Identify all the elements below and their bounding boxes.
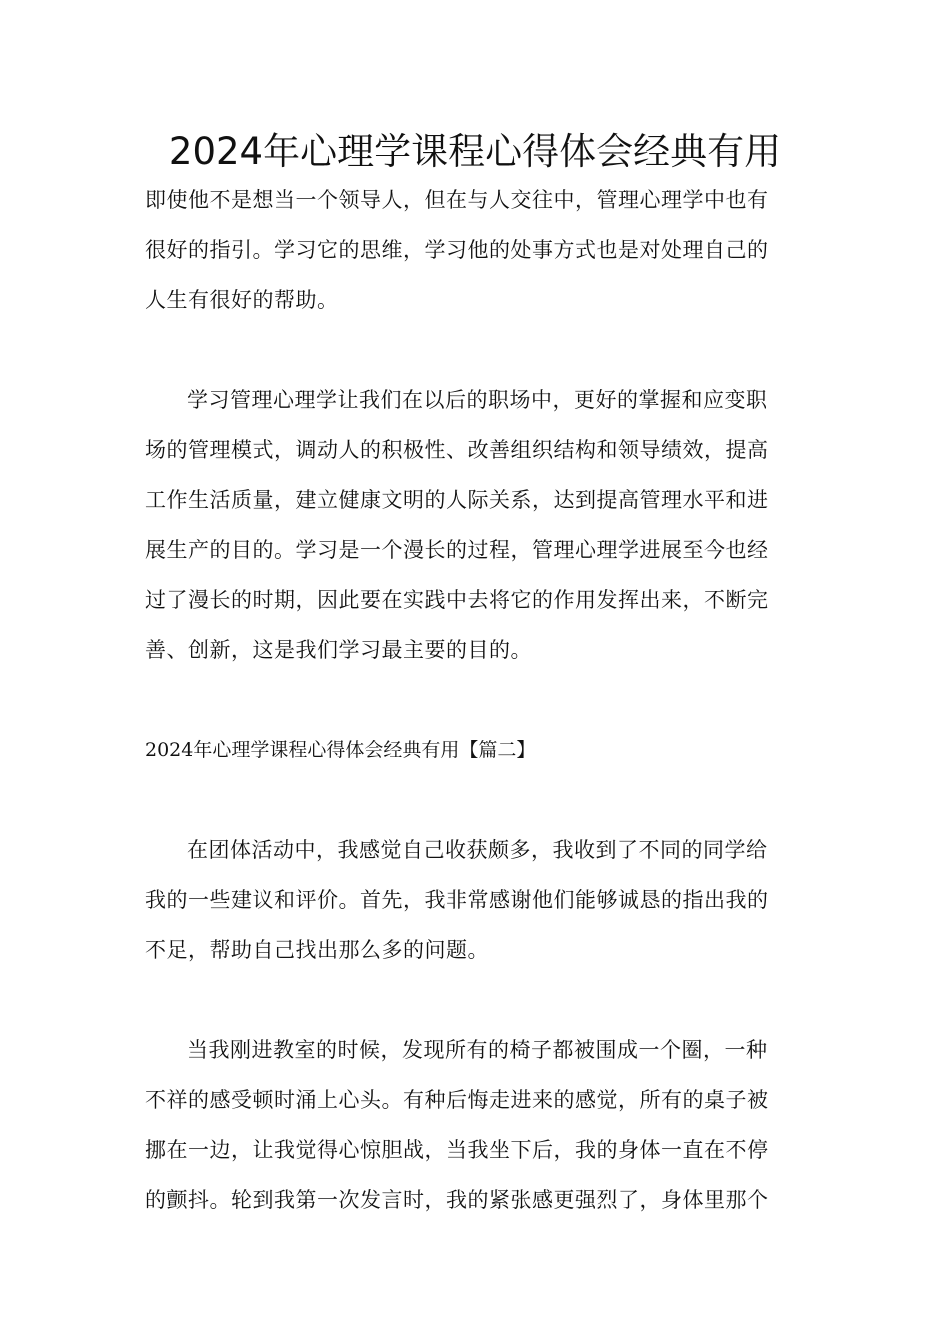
body-text-line: 不足，帮助自己找出那么多的问题。 <box>145 938 489 962</box>
body-text-line: 工作生活质量，建立健康文明的人际关系，达到提高管理水平和进 <box>145 488 769 512</box>
body-text-line: 人生有很好的帮助。 <box>145 288 339 312</box>
body-text-line: 学习管理心理学让我们在以后的职场中，更好的掌握和应变职 <box>187 388 768 412</box>
body-text-line: 不祥的感受顿时涌上心头。有种后悔走进来的感觉，所有的桌子被 <box>145 1088 769 1112</box>
body-text-line: 很好的指引。学习它的思维，学习他的处事方式也是对处理自己的 <box>145 238 769 262</box>
body-text-line: 即使他不是想当一个领导人，但在与人交往中，管理心理学中也有 <box>145 188 769 212</box>
body-text-line: 挪在一边，让我觉得心惊胆战，当我坐下后，我的身体一直在不停 <box>145 1138 769 1162</box>
body-text-line: 过了漫长的时期，因此要在实践中去将它的作用发挥出来，不断完 <box>145 588 769 612</box>
body-text-line: 的颤抖。轮到我第一次发言时，我的紧张感更强烈了，身体里那个 <box>145 1188 769 1212</box>
section-heading: 2024年心理学课程心得体会经典有用【篇二】 <box>145 739 536 761</box>
body-text-line: 我的一些建议和评价。首先，我非常感谢他们能够诚恳的指出我的 <box>145 888 769 912</box>
body-text-line: 在团体活动中，我感觉自己收获颇多，我收到了不同的同学给 <box>187 838 768 862</box>
body-text-line: 场的管理模式，调动人的积极性、改善组织结构和领导绩效，提高 <box>145 438 769 462</box>
body-text-line: 善、创新，这是我们学习最主要的目的。 <box>145 638 532 662</box>
document-title: 2024年心理学课程心得体会经典有用 <box>168 130 782 173</box>
body-text-line: 当我刚进教室的时候，发现所有的椅子都被围成一个圈，一种 <box>187 1038 768 1062</box>
body-text-line: 展生产的目的。学习是一个漫长的过程，管理心理学进展至今也经 <box>145 538 769 562</box>
